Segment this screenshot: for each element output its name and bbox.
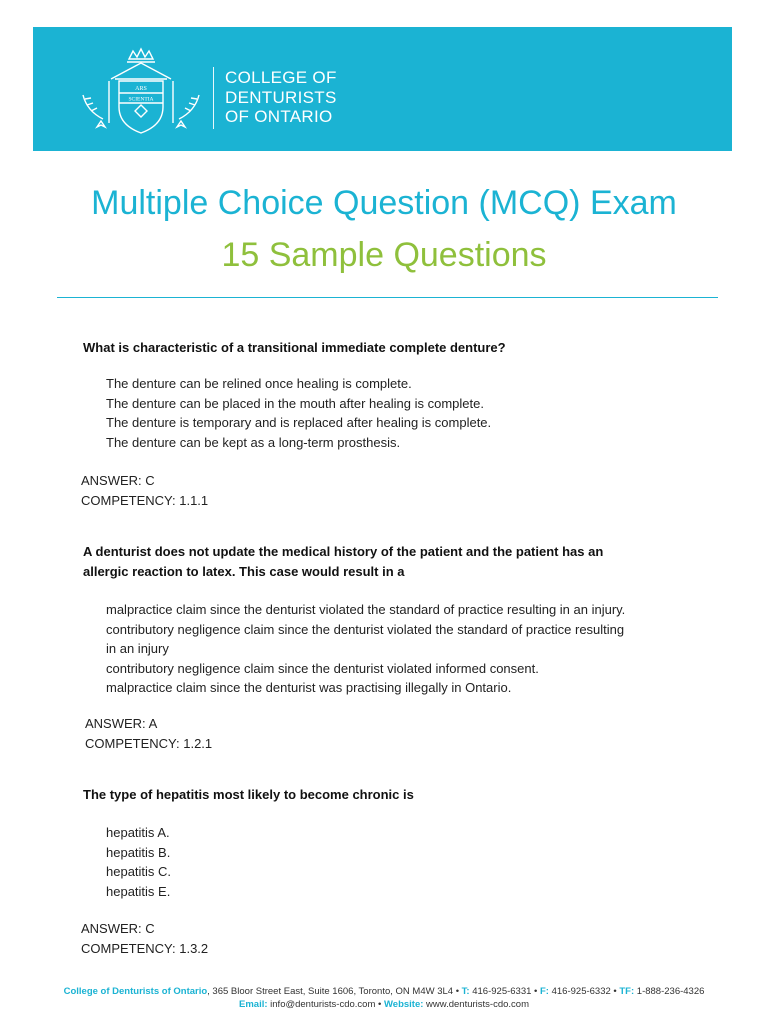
answer-label: ANSWER: C [81,473,155,488]
answer-option: malpractice claim since the denturist was practising illegally in Ontario. [106,680,512,695]
footer-web-line [0,998,768,1011]
footer-org-name: College of Denturists of Ontario [63,986,208,997]
answer-options [106,374,491,452]
footer-fax: 416-925-6332 • [548,986,620,997]
org-name-line: DENTURISTS [225,87,337,107]
answer-key [81,471,208,510]
competency-label: COMPETENCY: 1.3.2 [81,940,209,956]
header-banner [33,27,732,151]
crest-motto-bottom: SCIENTIA [128,96,154,103]
question-prompt-line: allergic reaction to latex. This case would result in a [83,564,405,579]
answer-label: ANSWER: A [85,716,158,731]
answer-key [81,919,208,958]
footer-website-link[interactable]: www.denturists-cdo.com [423,999,529,1010]
org-name-line: OF ONTARIO [225,107,333,126]
brand-divider [213,67,214,129]
answer-option: The denture is temporary and is replaced after healing is complete. [106,415,492,430]
question-prompt [83,785,414,805]
answer-option: hepatitis C. [106,864,172,879]
answer-option: The denture can be kept as a long-term prosthesis. [106,434,401,450]
answer-label: ANSWER: C [81,921,155,936]
footer-email-link[interactable]: info@denturists-cdo.com • [267,999,384,1010]
answer-option: The denture can be relined once healing is complete. [106,376,412,391]
title-divider [57,297,718,298]
answer-options [106,823,171,901]
org-name [225,68,337,127]
footer-tollfree[interactable]: 1-888-236-4326 [634,986,705,997]
answer-options [106,600,625,698]
answer-key [85,714,212,753]
page-subtitle: 15 Sample Questions [221,236,547,274]
competency-label: COMPETENCY: 1.2.1 [85,735,213,751]
answer-option: contributory negligence claim since the denturist violated the standard of practice resulting [106,621,625,637]
question-prompt-line: What is characteristic of a transitional immediate complete denture? [83,340,506,355]
org-name-line: COLLEGE OF [225,68,337,87]
footer-website-label: Website: [383,999,424,1010]
page-footer [0,985,768,1011]
footer-email-label: Email: [239,999,268,1010]
crest-motto-top: ARS [135,86,147,92]
answer-option: malpractice claim since the denturist violated the standard of practice resulting in an injury. [106,602,626,617]
footer-contact-line [0,985,768,998]
page-title: Multiple Choice Question (MCQ) Exam [91,184,677,222]
answer-option: hepatitis A. [106,825,170,840]
answer-option: The denture can be placed in the mouth after healing is complete. [106,395,484,411]
question-prompt [83,338,506,358]
footer-tel[interactable]: 416-925-6331 • [469,986,540,997]
college-crest-logo [77,45,205,141]
footer-address: , 365 Bloor Street East, Suite 1606, Toronto, ON M4W 3L4 • [207,986,462,997]
competency-label: COMPETENCY: 1.1.1 [81,492,209,508]
footer-tel-label: T: [461,986,470,997]
answer-option: contributory negligence claim since the denturist violated informed consent. [106,660,539,676]
answer-option: in an injury [106,641,169,656]
question-prompt-line: The type of hepatitis most likely to become chronic is [83,787,414,802]
answer-option: hepatitis E. [106,883,171,899]
answer-option: hepatitis B. [106,844,171,860]
question-prompt-line: A denturist does not update the medical history of the patient and the patient has an [83,544,604,559]
footer-fax-label: F: [540,986,549,997]
question-prompt [83,542,603,582]
footer-tollfree-label: TF: [619,986,635,997]
